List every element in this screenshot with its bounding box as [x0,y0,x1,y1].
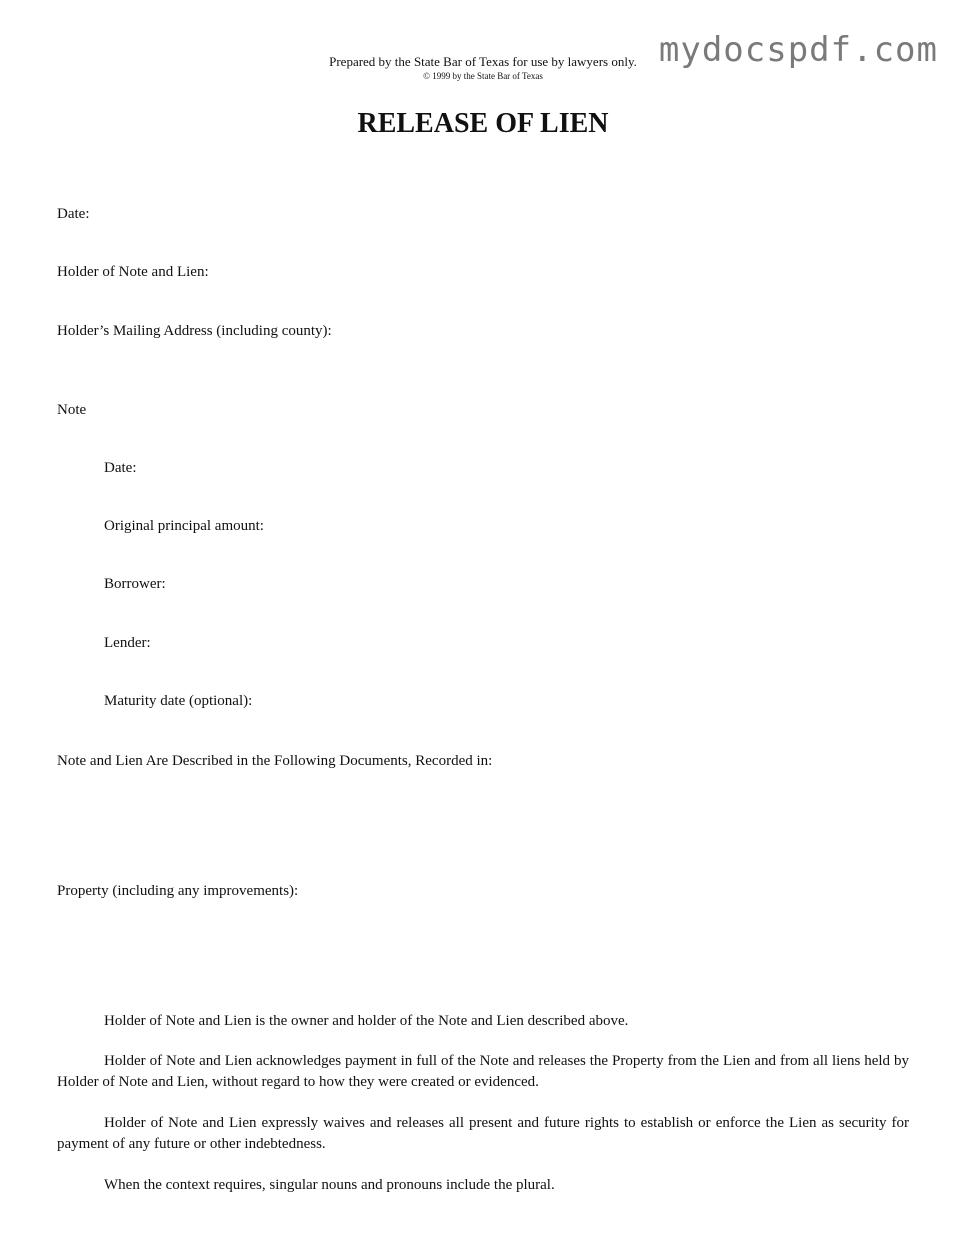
borrower-label: Borrower: [104,576,166,592]
ownership-paragraph: Holder of Note and Lien is the owner and holder of the Note and Lien described above. [104,1013,629,1029]
lender-label: Lender: [104,635,151,651]
payment-release-paragraph: Holder of Note and Lien acknowledges payment in full of the Note and releases the Property from the Lien and from all liens held by Holder of Note and Lien, without regard to how they were created or evidenced. [57,1053,909,1090]
mailing-address-label: Holder’s Mailing Address (including county): [57,323,332,339]
maturity-date-label: Maturity date (optional): [104,693,253,709]
recorded-in-label: Note and Lien Are Described in the Following Documents, Recorded in: [57,753,493,769]
copyright-notice: © 1999 by the State Bar of Texas [423,71,543,81]
original-principal-label: Original principal amount: [104,518,264,534]
property-label: Property (including any improvements): [57,883,299,899]
note-heading: Note [57,402,87,418]
prepared-by-notice: Prepared by the State Bar of Texas for use by lawyers only. [329,54,637,69]
document-title: RELEASE OF LIEN [357,108,609,139]
context-paragraph: When the context requires, singular nouns and pronouns include the plural. [104,1177,555,1193]
holder-label: Holder of Note and Lien: [57,264,209,280]
waiver-paragraph: Holder of Note and Lien expressly waives and releases all present and future rights to establish or enforce the Lien as security for payment of any future or other indebtedness. [57,1115,909,1152]
watermark: mydocspdf.com [658,30,938,70]
note-date-label: Date: [104,460,137,476]
date-label: Date: [57,206,90,222]
